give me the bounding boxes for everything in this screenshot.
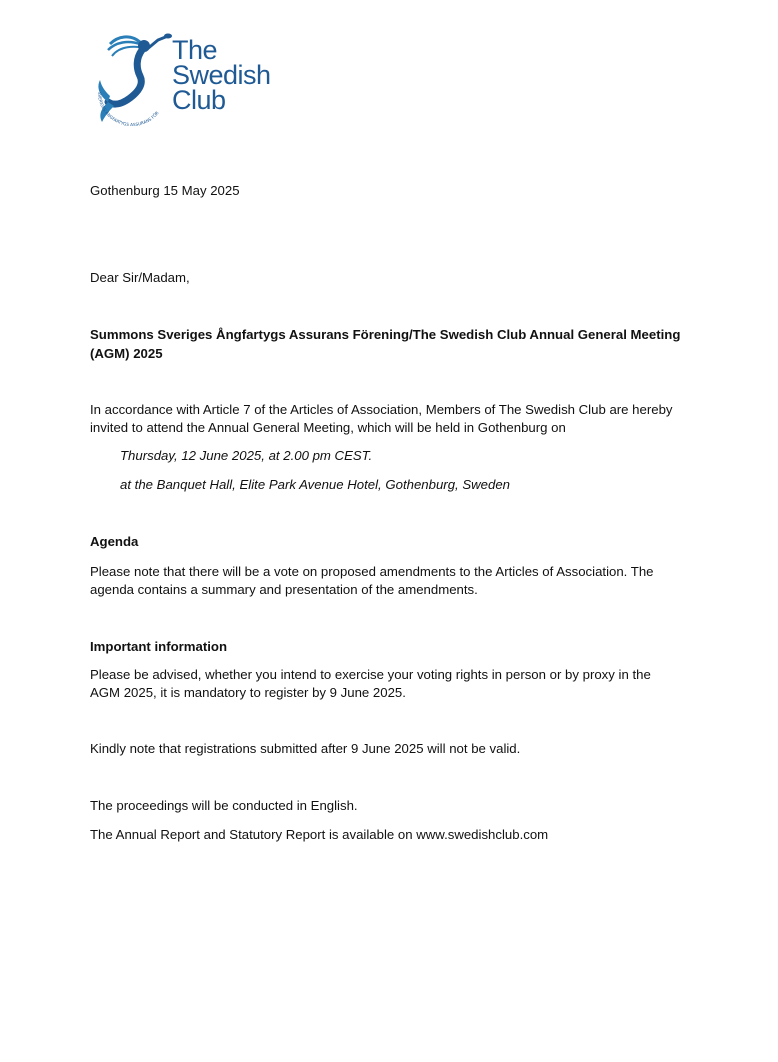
subject-line-2: (AGM) 2025 [90,346,163,361]
meeting-place: at the Banquet Hall, Elite Park Avenue Hotel, Gothenburg, Sweden [120,477,511,492]
agenda-heading: Agenda [90,534,139,549]
report-note: The Annual Report and Statutory Report is available on www.swedishclub.com [90,827,549,842]
info-line-2: AGM 2025, it is mandatory to register by 9 June 2025. [90,685,406,700]
language-note: The proceedings will be conducted in English. [90,798,358,813]
intro-line-1: In accordance with Article 7 of the Articles of Association, Members of The Swedish Club are hereby [90,402,673,417]
logo-wordmark [172,35,271,115]
agenda-line-2: agenda contains a summary and presentation of the amendments. [90,582,478,597]
info-heading: Important information [90,639,227,654]
logo-line-1: The [172,35,218,65]
intro-line-2: invited to attend the Annual General Meeting, which will be held in Gothenburg on [90,420,566,435]
mermaid-emblem-icon [92,30,172,126]
logo-line-2: Swedish [172,60,271,90]
meeting-time: Thursday, 12 June 2025, at 2.00 pm CEST. [120,448,373,463]
salutation: Dear Sir/Madam, [90,270,190,285]
logo-line-3: Club [172,85,226,115]
registration-note: Kindly note that registrations submitted after 9 June 2025 will not be valid. [90,741,521,756]
club-logo [92,30,282,126]
info-line-1: Please be advised, whether you intend to exercise your voting rights in person or by proxy in the [90,667,651,682]
letter-date: Gothenburg 15 May 2025 [90,183,240,198]
logo-ring-text: SVERIGES ÅNGFARTYGS ASSURANS FÖR [96,91,160,126]
subject-line-1: Summons Sveriges Ångfartygs Assurans Förening/The Swedish Club Annual General Meeting [90,327,681,342]
agenda-line-1: Please note that there will be a vote on proposed amendments to the Articles of Association. The [90,564,654,579]
